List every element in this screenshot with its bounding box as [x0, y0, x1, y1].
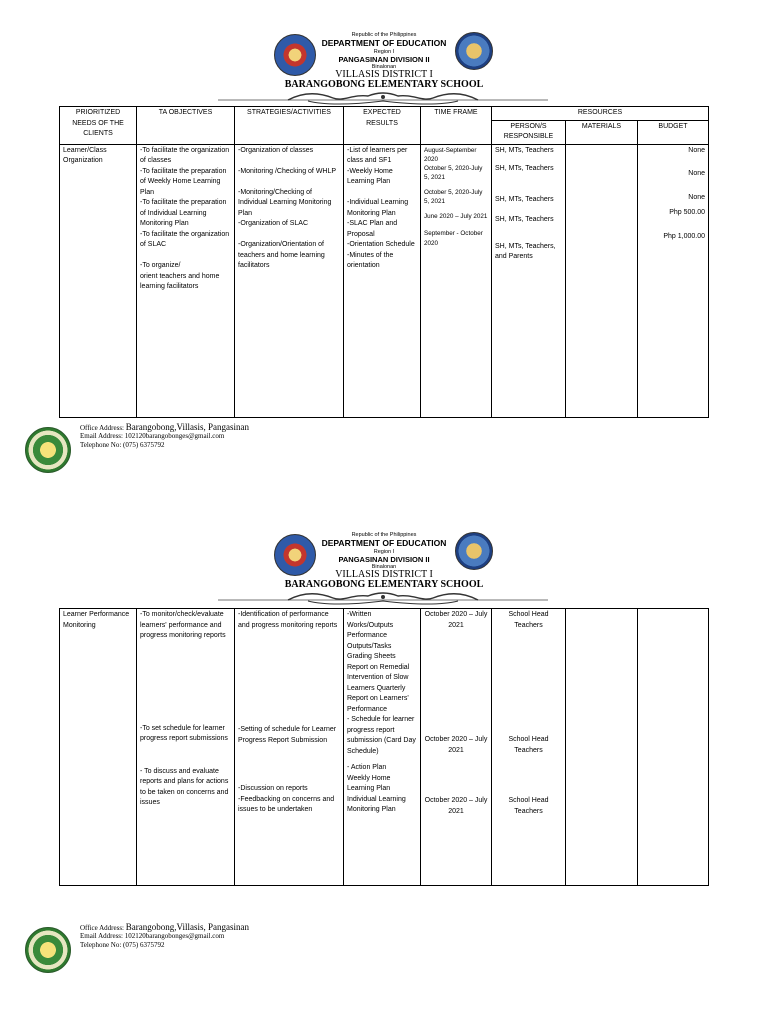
- district-text: VILLASIS DISTRICT I: [335, 569, 433, 580]
- footer: [0, 418, 768, 478]
- time-item: October 5, 2020-July 5, 2021: [424, 189, 483, 206]
- results-cell: -List of learners per class and SF1 -Weekly Home Learning Plan -Individual Learning Monitoring Plan -SLAC Plan and Proposal -Orientation Schedule -Minutes of the orientation: [344, 144, 421, 418]
- header-persons: PERSON/S RESPONSIBLE: [492, 120, 566, 144]
- school-name: BARANGOBONG ELEMENTARY SCHOOL: [284, 579, 484, 590]
- person-item: SH, MTs, Teachers: [495, 165, 554, 172]
- result-item: -Written Works/Outputs Performance Outputs/Tasks Grading Sheets Report on Remedial Intervention of Slow Learners Quarterly Report on Learners' Performance: [347, 611, 410, 713]
- department-text: DEPARTMENT OF EDUCATION: [321, 38, 447, 48]
- materials-cell: [566, 609, 638, 886]
- person-item: School Head Teachers: [508, 736, 549, 754]
- objective-item: -To set schedule for learner progress report submissions: [140, 724, 228, 742]
- header-resources: RESOURCES: [492, 107, 709, 121]
- region-text: Region I: [373, 549, 395, 555]
- division-seal-icon: [455, 32, 493, 70]
- result-item: - Action Plan Weekly Home Learning Plan Individual Learning Monitoring Plan: [347, 764, 406, 813]
- person-item: SH, MTs, Teachers: [495, 146, 554, 154]
- ornament-divider-icon: [218, 590, 548, 606]
- header-needs: PRIORITIZED NEEDS OF THE CLIENTS: [60, 107, 137, 145]
- republic-text: Republic of the Philippines: [351, 532, 417, 538]
- strategies-cell: [235, 609, 344, 886]
- objectives-cell: -To facilitate the organization of classes -To facilitate the preparation of Weekly Home Learning Plan -To facilitate the preparation of Individual Learning Monitoring Plan -To facilitate the organization of SLAC -To organize/ orient teachers and home learning facilitators: [137, 144, 235, 418]
- person-item: SH, MTs, Teachers, and Parents: [495, 242, 556, 260]
- person-item: SH, MTs, Teachers: [495, 216, 554, 223]
- telephone: Telephone No: (075) 6375792: [80, 941, 165, 949]
- ta-plan-table-continued: [59, 608, 709, 886]
- person-item: SH, MTs, Teachers: [495, 195, 554, 203]
- time-item: October 2020 – July 2021: [424, 611, 488, 629]
- strategies-cell: -Organization of classes -Monitoring /Checking of WHLP -Monitoring/Checking of Individual Learning Monitoring Plan -Organization of SLAC -Organization/Orientation of teachers and home learning facilitators: [235, 144, 344, 418]
- budget-item: Php 500.00: [669, 209, 705, 216]
- division-text: PANGASINAN DIVISION II: [338, 55, 430, 64]
- school-name: BARANGOBONG ELEMENTARY SCHOOL: [284, 79, 484, 90]
- time-frame-cell: [421, 609, 492, 886]
- strategy-item: -Discussion on reports -Feedbacking on concerns and issues to be undertaken: [238, 785, 335, 813]
- objective-item: - To discuss and evaluate reports and plans for actions to be taken on concerns and issues: [140, 767, 229, 806]
- division-seal-icon: [455, 532, 493, 570]
- email-address: Email Address: 102120barangobonges@gmail.com: [80, 432, 225, 440]
- person-item: School Head Teachers: [508, 797, 549, 815]
- results-cell: [344, 609, 421, 886]
- footer: [0, 918, 768, 978]
- time-frame-cell: [421, 144, 492, 418]
- school-logo-icon: [25, 427, 71, 473]
- email-address: Email Address: 102120barangobonges@gmail.com: [80, 932, 225, 940]
- result-item: - Schedule for learner progress report submission (Card Day Schedule): [347, 716, 416, 755]
- header-strategies: STRATEGIES/ACTIVITIES: [235, 107, 344, 145]
- strategy-item: -Setting of schedule for Learner Progress Report Submission: [238, 726, 337, 744]
- department-text: DEPARTMENT OF EDUCATION: [321, 538, 447, 548]
- needs-cell: Learner/Class Organization: [60, 144, 137, 418]
- letterhead: [0, 530, 768, 610]
- ornament-divider-icon: [218, 90, 548, 106]
- header-objectives: TA OBJECTIVES: [137, 107, 235, 145]
- school-logo-icon: [25, 927, 71, 973]
- time-item: June 2020 – July 2021: [424, 213, 488, 221]
- time-item: September - October 2020: [424, 230, 483, 247]
- binalonan-text: Binalonan: [371, 564, 397, 570]
- binalonan-text: Binalonan: [371, 64, 397, 70]
- objectives-cell: [137, 609, 235, 886]
- telephone: Telephone No: (075) 6375792: [80, 441, 165, 449]
- office-address: Office Address: Barangobong,Villasis, Pangasinan: [80, 422, 249, 432]
- time-item: October 2020 – July 2021: [424, 797, 488, 815]
- person-item: School Head Teachers: [508, 611, 549, 629]
- header-budget: BUDGET: [638, 120, 709, 144]
- time-item: October 2020 – July 2021: [424, 736, 488, 754]
- ta-plan-table: [59, 106, 709, 418]
- header-results: EXPECTED RESULTS: [344, 107, 421, 145]
- office-address: Office Address: Barangobong,Villasis, Pangasinan: [80, 922, 249, 932]
- needs-cell: Learner Performance Monitoring: [60, 609, 137, 886]
- time-item: August-September 2020 October 5, 2020-July 5, 2021: [424, 146, 483, 181]
- document-page-2: [0, 500, 768, 1000]
- division-text: PANGASINAN DIVISION II: [338, 555, 430, 564]
- budget-item: Php 1,000.00: [663, 232, 705, 240]
- header-materials: MATERIALS: [566, 120, 638, 144]
- persons-cell: [492, 609, 566, 886]
- budget-cell: [638, 144, 709, 418]
- region-text: Region I: [373, 49, 395, 55]
- strategy-item: -Identification of performance and progress monitoring reports: [238, 611, 338, 629]
- header-time-frame: TIME FRAME: [421, 107, 492, 145]
- document-page-1: [0, 0, 768, 500]
- objective-item: -To monitor/check/evaluate learners' performance and progress monitoring reports: [140, 611, 226, 639]
- persons-cell: [492, 144, 566, 418]
- budget-item: None: [688, 193, 705, 201]
- budget-cell: [638, 609, 709, 886]
- budget-item: None: [688, 146, 705, 154]
- district-text: VILLASIS DISTRICT I: [335, 69, 433, 80]
- materials-cell: [566, 144, 638, 418]
- budget-item: None: [688, 170, 705, 177]
- republic-text: Republic of the Philippines: [351, 32, 417, 38]
- letterhead: [0, 30, 768, 110]
